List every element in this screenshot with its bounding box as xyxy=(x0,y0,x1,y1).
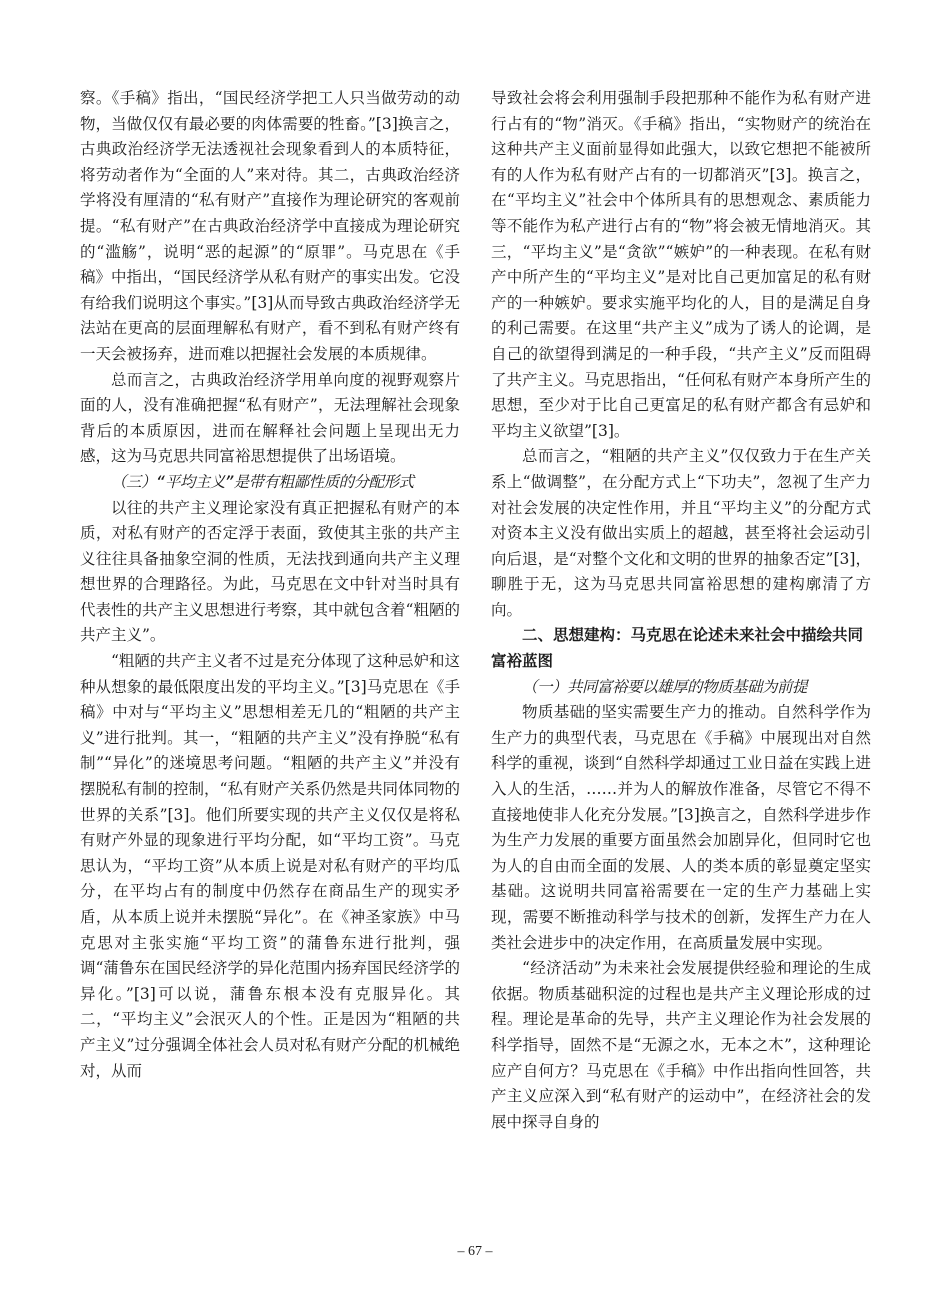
left-paragraph-4: “粗陋的共产主义者不过是充分体现了这种忌妒和这种从想象的最低限度出发的平均主义。”[3]马克思在《手稿》中对与“平均主义”思想相差无几的“粗陋的共产主义”进行批判。其一，“粗陋的共产主义”没有挣脱“私有制”“异化”的迷境思考问题。“粗陋的共产主义”并没有摆脱私有制的控制，“私有财产关系仍然是共同体同物的世界的关系”[3]。他们所要实现的共产主义仅仅是将私有财产外显的现象进行平均分配，如“平均工资”。马克思认为，“平均工资”从本质上说是对私有财产的平均瓜分，在平均占有的制度中仍然存在商品生产的现实矛盾，从本质上说并未摆脱“异化”。在《神圣家族》中马克思对主张实施“平均工资”的蒲鲁东进行批判，强调“蒲鲁东在国民经济学的异化范围内扬弃国民经济学的异化。”[3]可以说，蒲鲁东根本没有克服异化。其二，“平均主义”会泯灭人的个性。正是因为“粗陋的共产主义”过分强调全体社会人员对私有财产分配的机械绝对，从而 xyxy=(80,652,460,1080)
right-paragraph-1: 导致社会将会利用强制手段把那种不能作为私有财产进行占有的“物”消灭。《手稿》指出，“实物财产的统治在这种共产主义面前显得如此强大，以致它想把不能被所有的人作为私有财产占有的一切都消灭”[3]。换言之，在“平均主义”社会中个体所具有的思想观念、素质能力等不能作为私产进行占有的“物”将会被无情地消灭。其三，“平均主义”是“贪欲”“嫉妒”的一种表现。在私有财产中所产生的“平均主义”是对比自己更加富足的私有财产的一种嫉妒。要求实施平均化的人，目的是满足自身的利己需要。在这里“共产主义”成为了诱人的论调，是自己的欲望得到满足的一种手段，“共产主义”反而阻碍了共产主义。马克思指出，“任何私有财产本身所产生的思想，至少对于比自己更富足的私有财产都含有忌妒和平均主义欲望”[3]。 xyxy=(491,89,871,440)
left-paragraph-2: 总而言之，古典政治经济学用单向度的视野观察片面的人，没有准确把握“私有财产”，无法理解社会现象背后的本质原因，进而在解释社会问题上呈现出无力感，这为马克思共同富裕思想提供了出场语境。 xyxy=(80,370,460,466)
left-column xyxy=(80,86,460,1084)
page-number: – 67 – xyxy=(457,1244,493,1259)
subsection-heading-1: （一）共同富裕要以雄厚的物质基础为前提 xyxy=(522,677,808,696)
right-paragraph-3: 物质基础的坚实需要生产力的推动。自然科学作为生产力的典型代表，马克思在《手稿》中展现出对自然科学的重视，谈到“自然科学却通过工业日益在实践上进入人的生活，……并为人的解放作准备，尽管它不得不直接地使非人化充分发展。”[3]换言之，自然科学进步作为生产力发展的重要方面虽然会加剧异化，但同时它也为人的自由而全面的发展、人的类本质的彰显奠定坚实基础。这说明共同富裕需要在一定的生产力基础上实现，需要不断推动科学与技术的创新，发挥生产力在人类社会进步中的决定作用，在高质量发展中实现。 xyxy=(491,703,871,952)
chapter-heading-2: 二、思想建构：马克思在论述未来社会中描绘共同富裕蓝图 xyxy=(491,626,864,671)
right-paragraph-4: “经济活动”为未来社会发展提供经验和理论的生成依据。物质基础积淀的过程也是共产主义理论形成的过程。理论是革命的先导，共产主义理论作为社会发展的科学指导，固然不是“无源之水，无本之木”，这种理论应产自何方？马克思在《手稿》中作出指向性回答，共产主义应深入到“私有财产的运动中”，在经济社会的发展中探寻自身的 xyxy=(491,959,871,1131)
right-paragraph-2: 总而言之，“粗陋的共产主义”仅仅致力于在生产关系上“做调整”，在分配方式上“下功夫”，忽视了生产力对社会发展的决定性作用，并且“平均主义”的分配方式对资本主义没有做出实质上的超越，甚至将社会运动引向后退，是“对整个文化和文明的世界的抽象否定”[3]，聊胜于无，这为马克思共同富裕思想的建构廓清了方向。 xyxy=(491,447,871,619)
section-heading-3: （三）“平均主义”是带有粗鄙性质的分配形式 xyxy=(111,472,414,491)
right-column xyxy=(491,86,871,1135)
left-paragraph-1: 察。《手稿》指出，“国民经济学把工人只当做劳动的动物，当做仅仅有最必要的肉体需要的牲畜。”[3]换言之，古典政治经济学无法透视社会现象看到人的本质特征，将劳动者作为“全面的人”来对待。其二，古典政治经济学将没有厘清的“私有财产”直接作为理论研究的客观前提。“私有财产”在古典政治经济学中直接成为理论研究的“滥觞”，说明“恶的起源”的“原罪”。马克思在《手稿》中指出，“国民经济学从私有财产的事实出发。它没有给我们说明这个事实。”[3]从而导致古典政治经济学无法站在更高的层面理解私有财产，看不到私有财产终有一天会被扬弃，进而难以把握社会发展的本质规律。 xyxy=(80,89,460,363)
left-paragraph-3: 以往的共产主义理论家没有真正把握私有财产的本质，对私有财产的否定浮于表面，致使其主张的共产主义往往具备抽象空洞的性质，无法找到通向共产主义理想世界的合理路径。为此，马克思在文中针对当时具有代表性的共产主义思想进行考察，其中就包含着“粗陋的共产主义”。 xyxy=(80,498,460,645)
